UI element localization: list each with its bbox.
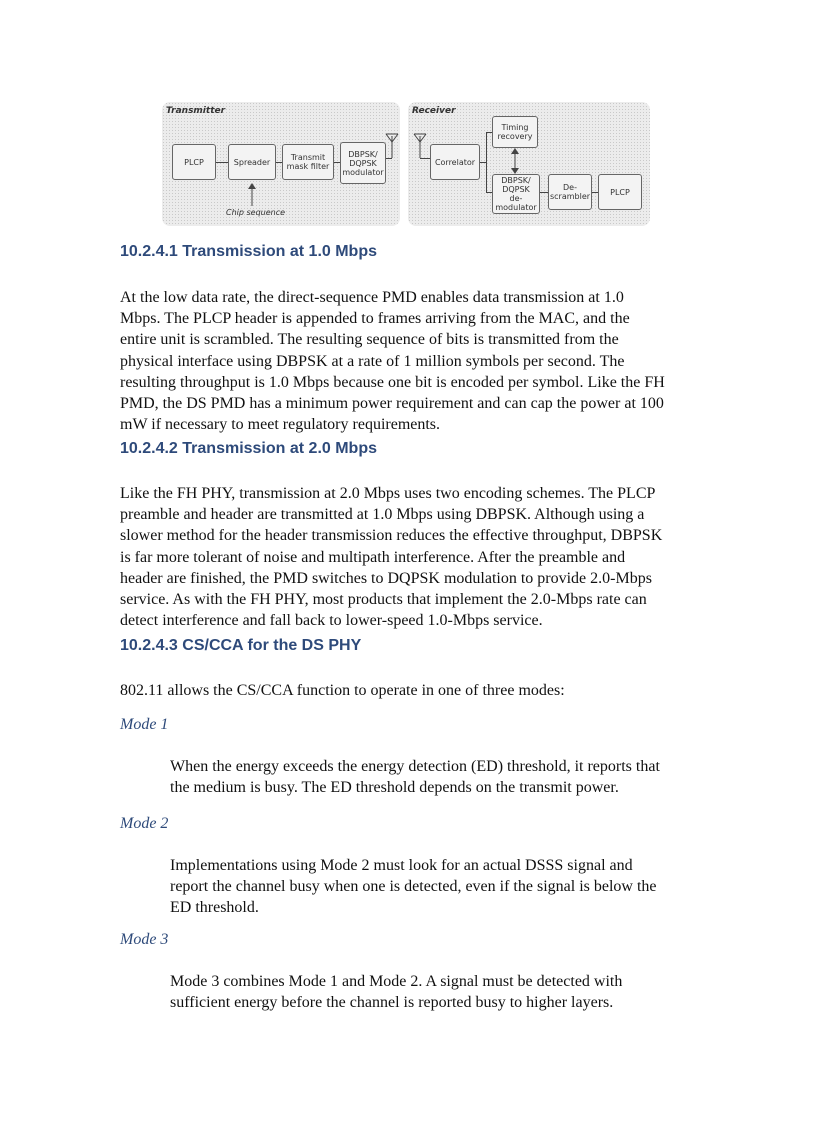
tx-modulator-block: DBPSK/ DQPSK modulator — [340, 142, 386, 184]
rx-demodulator-block: DBPSK/ DQPSK de-modulator — [492, 174, 540, 214]
rx-plcp-block: PLCP — [598, 174, 642, 210]
rx-timing-recovery-block: Timing recovery — [492, 116, 538, 148]
rx-correlator-block: Correlator — [430, 144, 480, 180]
tx-plcp-block: PLCP — [172, 144, 216, 180]
section-heading: 10.2.4.2 Transmission at 2.0 Mbps — [120, 440, 377, 457]
connector-line — [420, 158, 430, 159]
connector-line — [216, 162, 228, 163]
chip-sequence-arrow-icon — [246, 182, 258, 208]
mode-label: Mode 3 — [120, 931, 169, 948]
mode-label: Mode 1 — [120, 716, 169, 733]
receiver-title: Receiver — [412, 106, 456, 116]
mode-label: Mode 2 — [120, 815, 169, 832]
tx-spreader-block: Spreader — [228, 144, 276, 180]
connector-line — [486, 132, 487, 192]
rx-descrambler-block: De-scrambler — [548, 174, 592, 210]
ds-phy-block-diagram — [162, 102, 650, 226]
section-body: 802.11 allows the CS/CCA function to operate in one of three modes: — [120, 682, 565, 699]
mode-description: When the energy exceeds the energy detection (ED) threshold, it reports that the medium is busy. The ED threshold depends on the transmit power. — [170, 758, 660, 797]
connector-line — [540, 192, 548, 193]
bidirectional-arrow-icon — [509, 148, 521, 174]
rx-antenna-icon — [412, 130, 428, 160]
transmitter-panel — [162, 102, 400, 226]
chip-sequence-label: Chip sequence — [226, 208, 286, 217]
mode-description: Implementations using Mode 2 must look for an actual DSSS signal and report the channel busy when one is detected, even if the signal is below the ED threshold. — [170, 857, 657, 917]
mode-description: Mode 3 combines Mode 1 and Mode 2. A signal must be detected with sufficient energy before the channel is reported busy to higher layers. — [170, 973, 623, 1012]
section-heading: 10.2.4.3 CS/CCA for the DS PHY — [120, 637, 362, 654]
transmitter-title: Transmitter — [166, 106, 226, 116]
receiver-panel — [408, 102, 650, 226]
tx-mask-filter-block: Transmit mask filter — [282, 144, 334, 180]
section-body: At the low data rate, the direct-sequence PMD enables data transmission at 1.0 Mbps. The PLCP header is appended to frames arriving from the MAC, and the entire unit is scrambled. The resulting sequence of bits is transmitted from the physical interface using DBPSK at a rate of 1 million symbols per second. The resulting throughput is 1.0 Mbps because one bit is encoded per symbol. Like the FH PMD, the DS PMD has a minimum power requirement and can cap the power at 100 mW if necessary to meet regulatory requirements. — [120, 289, 665, 434]
section-body: Like the FH PHY, transmission at 2.0 Mbps uses two encoding schemes. The PLCP preamble and header are transmitted at 1.0 Mbps using DBPSK. Although using a slower method for the header transmission reduces the effective throughput, DBPSK is far more tolerant of noise and multipath interference. After the preamble and header are finished, the PMD switches to DQPSK modulation to provide 2.0-Mbps service. As with the FH PHY, most products that implement the 2.0-Mbps rate can detect interference and fall back to lower-speed 1.0-Mbps service. — [120, 485, 663, 630]
tx-antenna-icon — [384, 130, 400, 160]
section-heading: 10.2.4.1 Transmission at 1.0 Mbps — [120, 243, 377, 260]
